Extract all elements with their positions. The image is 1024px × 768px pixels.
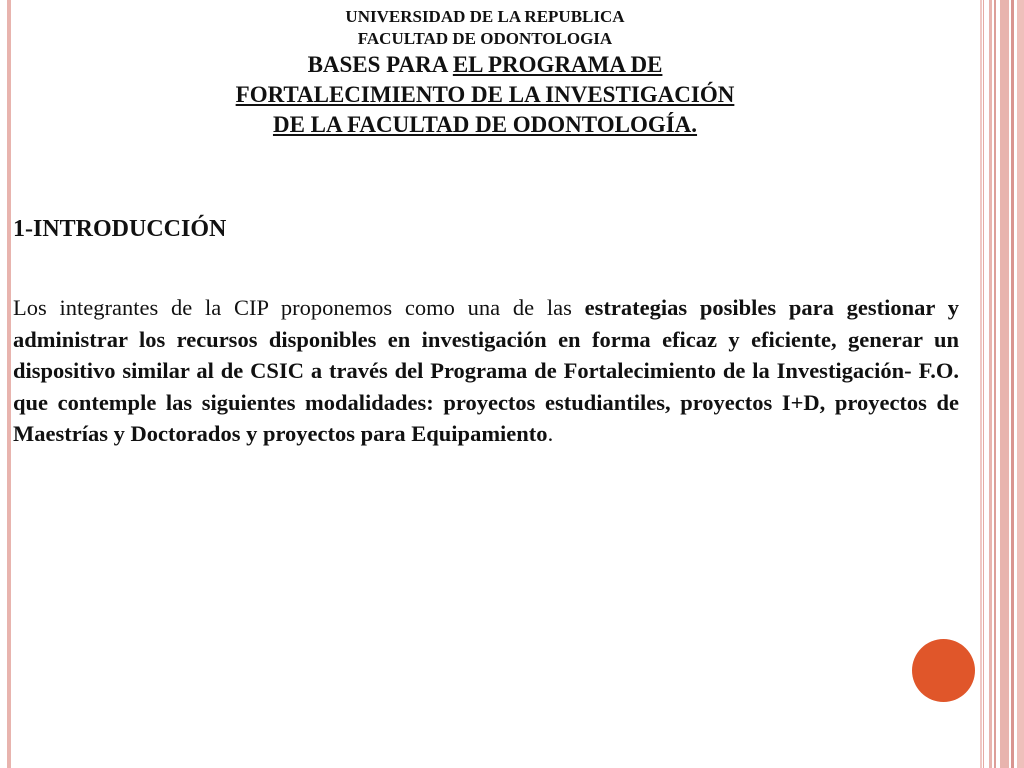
left-border-line — [7, 0, 11, 768]
introduction-paragraph — [13, 292, 959, 450]
paragraph-text-1: Los integrantes de la CIP proponemos como una de las — [13, 295, 585, 320]
stripe-2 — [983, 0, 984, 768]
title-prefix: BASES PARA — [307, 52, 453, 77]
stripe-1 — [980, 0, 982, 768]
paragraph-bold: estrategias posibles para gestionar y administrar los recursos disponibles en investigación en forma eficaz y eficiente, generar un dispositivo similar al de CSIC a través del Programa de Fortalecimiento de la Investigación- F.O. que contemple las siguientes modalidades: proyectos estudiantiles, proyectos I+D, proyectos de Maestrías y Doctorados y proyectos para Equipamiento — [13, 295, 959, 446]
stripe-4 — [994, 0, 996, 768]
stripe-5 — [1000, 0, 1009, 768]
title-part-1: EL PROGRAMA DE — [452, 52, 663, 77]
faculty-name: FACULTAD DE ODONTOLOGIA — [357, 29, 613, 48]
slide-header — [40, 6, 930, 140]
orange-circle-decoration — [912, 639, 975, 702]
university-name: UNIVERSIDAD DE LA REPUBLICA — [345, 7, 625, 26]
title-line-1 — [40, 50, 930, 80]
right-decorative-stripes — [980, 0, 1024, 768]
title-line-2: FORTALECIMIENTO DE LA INVESTIGACIÓN — [235, 82, 735, 107]
title-line-3: DE LA FACULTAD DE ODONTOLOGÍA. — [272, 112, 698, 137]
stripe-7 — [1017, 0, 1024, 768]
section-heading: 1-INTRODUCCIÓN — [13, 216, 227, 242]
stripe-3 — [989, 0, 992, 768]
stripe-6 — [1011, 0, 1014, 768]
paragraph-text-2: . — [547, 421, 554, 446]
